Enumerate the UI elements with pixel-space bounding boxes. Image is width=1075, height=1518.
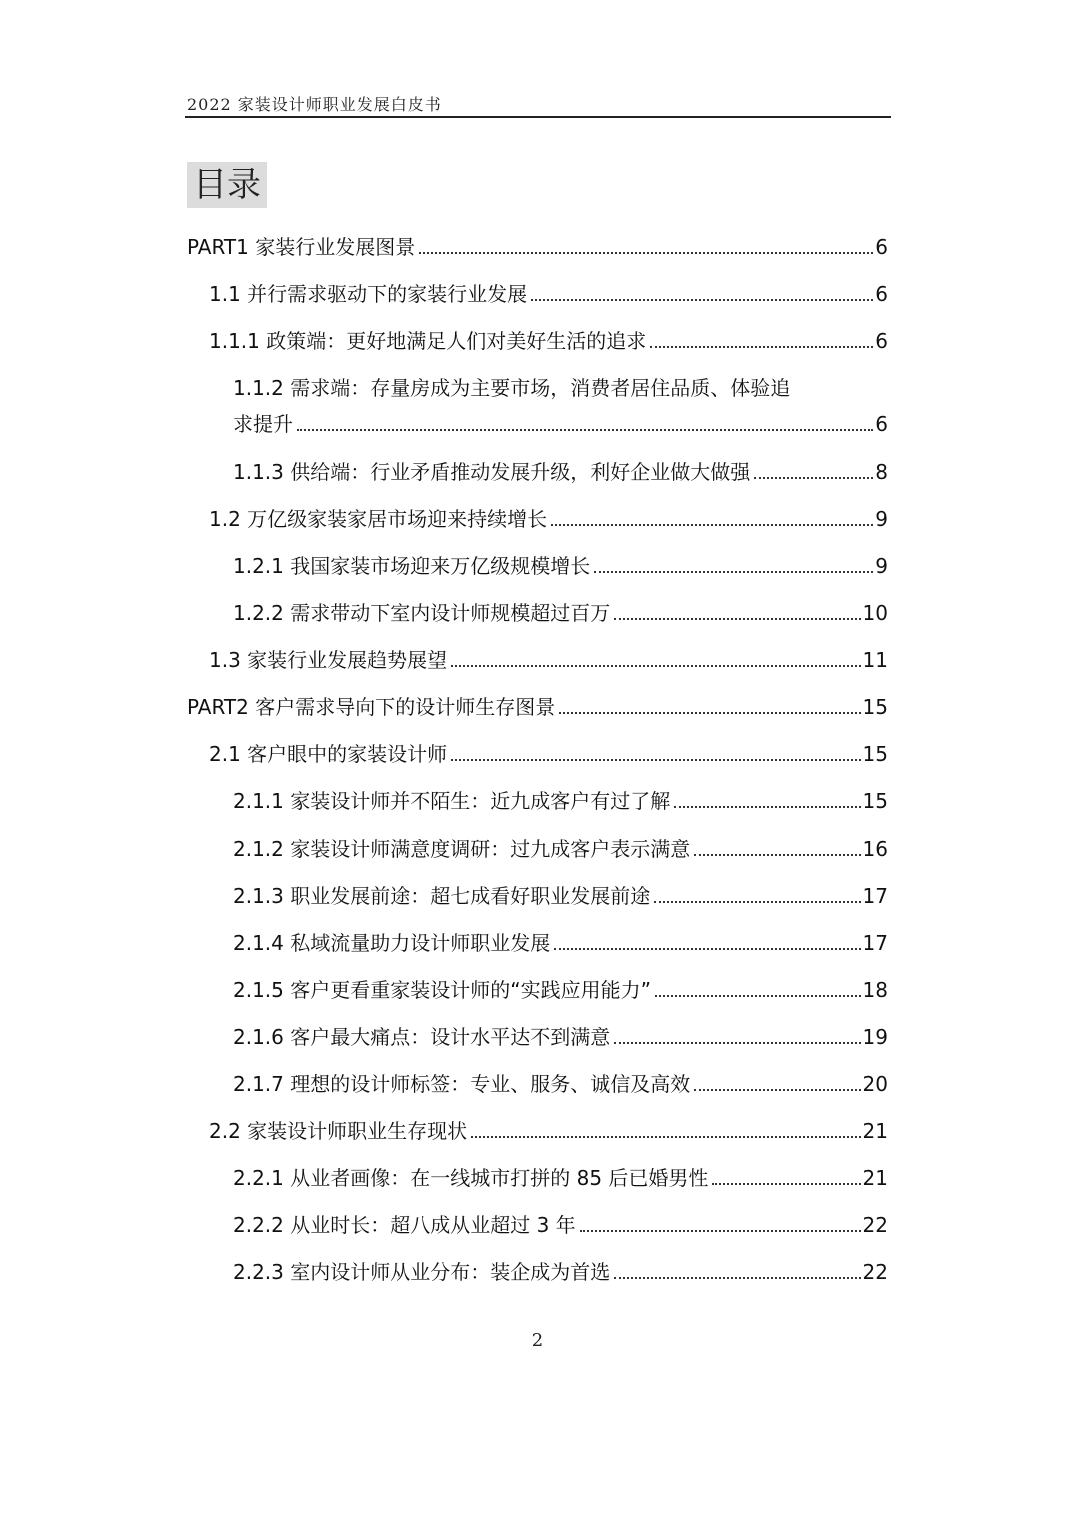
toc-entry[interactable]: [233, 836, 888, 862]
dot-leader: [614, 1277, 860, 1279]
toc-heading: 目录: [187, 162, 267, 208]
toc-entry-page: 22: [862, 1213, 888, 1237]
toc-entry-page: 9: [875, 554, 888, 578]
toc-entry[interactable]: [233, 375, 888, 437]
toc-entry-title: 2.1.2 家装设计师满意度调研：过九成客户表示满意: [233, 837, 691, 861]
toc-entry-title: 2.1.4 私域流量助力设计师职业发展: [233, 931, 551, 955]
toc-entry-page: 22: [862, 1260, 888, 1284]
toc-entry-title: 2.2 家装设计师职业生存现状: [209, 1119, 468, 1143]
toc-entry[interactable]: [187, 234, 888, 260]
dot-leader: [754, 477, 873, 479]
dot-leader: [655, 995, 861, 997]
dot-leader: [694, 1089, 860, 1091]
toc-entry-title: 1.1 并行需求驱动下的家装行业发展: [209, 282, 528, 306]
toc-entry-title: 1.3 家装行业发展趋势展望: [209, 648, 448, 672]
toc-entry-title: 1.1.2 需求端：存量房成为主要市场，消费者居住品质、体验追: [233, 376, 791, 400]
toc-entry-page: 16: [862, 837, 888, 861]
toc-entry-title: 2.1.1 家装设计师并不陌生：近九成客户有过了解: [233, 789, 671, 813]
toc-entry-page: 21: [862, 1119, 888, 1143]
toc-entry-page: 18: [862, 978, 888, 1002]
toc-entry-title-continued: 求提升: [233, 412, 293, 436]
toc-entry-title: 1.2.1 我国家装市场迎来万亿级规模增长: [233, 554, 591, 578]
toc-entry[interactable]: [233, 459, 888, 485]
toc-entry[interactable]: [233, 788, 888, 814]
toc-entry-title: 2.2.3 室内设计师从业分布：装企成为首选: [233, 1260, 611, 1284]
toc-entry[interactable]: [233, 1024, 888, 1050]
toc-entry[interactable]: [233, 883, 888, 909]
dot-leader: [580, 1230, 861, 1232]
toc-entry[interactable]: [233, 1259, 888, 1285]
dot-leader: [594, 571, 873, 573]
toc-entry-title: PART2 客户需求导向下的设计师生存图景: [187, 695, 556, 719]
toc-entry[interactable]: [187, 694, 888, 720]
toc-entry-page: 17: [862, 931, 888, 955]
toc-entry[interactable]: [233, 930, 888, 956]
toc-entry-page: 20: [862, 1072, 888, 1096]
toc-entry-title: 2.1.3 职业发展前途：超七成看好职业发展前途: [233, 884, 651, 908]
toc-entry[interactable]: [209, 281, 888, 307]
toc-entry-page: 15: [862, 789, 888, 813]
toc-entry-page: 17: [862, 884, 888, 908]
dot-leader: [554, 948, 860, 950]
toc-entry-title: 2.2.1 从业者画像：在一线城市打拼的 85 后已婚男性: [233, 1166, 709, 1190]
toc-entry-page: 15: [862, 695, 888, 719]
dot-leader: [614, 1042, 860, 1044]
toc-entry-title: 1.2 万亿级家装家居市场迎来持续增长: [209, 507, 548, 531]
toc-entry[interactable]: [233, 1165, 888, 1191]
toc-entry-page: 6: [875, 282, 888, 306]
toc-entry-title: 2.1 客户眼中的家装设计师: [209, 742, 448, 766]
toc-entry-title: 2.2.2 从业时长：超八成从业超过 3 年: [233, 1213, 576, 1237]
dot-leader: [551, 524, 873, 526]
page-header: [185, 90, 891, 118]
toc-entry-page: 15: [862, 742, 888, 766]
toc-entry-title: 1.1.3 供给端：行业矛盾推动发展升级，利好企业做大做强: [233, 460, 751, 484]
toc-entry-title: 2.1.7 理想的设计师标签：专业、服务、诚信及高效: [233, 1072, 691, 1096]
toc-entry-page: 6: [875, 412, 888, 436]
toc-entry-page: 19: [862, 1025, 888, 1049]
dot-leader: [694, 854, 860, 856]
dot-leader: [674, 806, 860, 808]
toc-entry[interactable]: [233, 1212, 888, 1238]
dot-leader: [451, 665, 860, 667]
toc-entry-page: 8: [875, 460, 888, 484]
toc-entry-page: 6: [875, 329, 888, 353]
toc-entry[interactable]: [233, 600, 888, 626]
toc-entry[interactable]: [209, 328, 888, 354]
toc-entry-page: 11: [862, 648, 888, 672]
toc-entry-page: 21: [862, 1166, 888, 1190]
toc-entry[interactable]: [233, 553, 888, 579]
dot-leader: [650, 346, 873, 348]
dot-leader: [471, 1136, 860, 1138]
dot-leader: [451, 759, 860, 761]
toc-entry-title: PART1 家装行业发展图景: [187, 235, 416, 259]
toc-entry-title: 2.1.5 客户更看重家装设计师的“实践应用能力”: [233, 978, 651, 1002]
dot-leader: [559, 712, 860, 714]
toc-entry-page: 10: [862, 601, 888, 625]
dot-leader: [419, 252, 873, 254]
toc-entry-page: 6: [875, 235, 888, 259]
toc-entry-title: 2.1.6 客户最大痛点：设计水平达不到满意: [233, 1025, 611, 1049]
dot-leader: [297, 429, 873, 431]
toc-entry[interactable]: [233, 977, 888, 1003]
toc-entry[interactable]: [209, 1118, 888, 1144]
toc-entry[interactable]: [209, 741, 888, 767]
document-title: 2022 家装设计师职业发展白皮书: [187, 95, 442, 114]
toc-entry[interactable]: [209, 506, 888, 532]
toc-entry[interactable]: [233, 1071, 888, 1097]
toc-entry-title: 1.2.2 需求带动下室内设计师规模超过百万: [233, 601, 611, 625]
toc-entry-page: 9: [875, 507, 888, 531]
dot-leader: [531, 299, 873, 301]
dot-leader: [614, 618, 860, 620]
page-number: 2: [531, 1330, 544, 1351]
toc-entry[interactable]: [209, 647, 888, 673]
dot-leader: [654, 901, 860, 903]
toc-entry-title: 1.1.1 政策端：更好地满足人们对美好生活的追求: [209, 329, 647, 353]
dot-leader: [712, 1183, 860, 1185]
